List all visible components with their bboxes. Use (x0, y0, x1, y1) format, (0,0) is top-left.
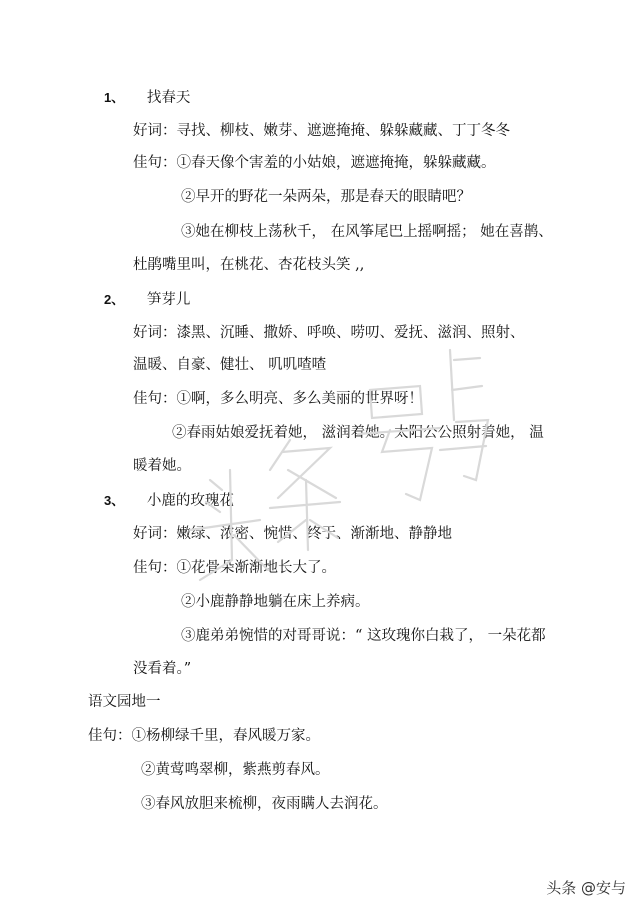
jiaju-text: ①杨柳绿千里，春风暖万家。 (131, 728, 320, 744)
section-1-jiaju-2: ②早开的野花一朵两朵，那是春天的眼睛吧？ (181, 189, 471, 205)
yuwen-jiaju-2: ②黄莺鸣翠柳，紫燕剪春风。 (141, 762, 330, 778)
section-3-number: 3、 (104, 493, 125, 508)
section-3-haoci (133, 524, 452, 544)
jiaju-label: 佳句： (88, 728, 132, 744)
section-3-jiaju-3: ③鹿弟弟惋惜的对哥哥说：“ 这玫瑰你白栽了， 一朵花都 (181, 628, 546, 644)
jiaju-label: 佳句： (133, 155, 177, 171)
haoci-text: 寻找、柳枝、嫩芽、遮遮掩掩、躲躲藏藏、丁丁冬冬 (176, 123, 510, 139)
section-1-number: 1、 (104, 90, 125, 105)
jiaju-label: 佳句： (133, 391, 177, 407)
section-1-jiaju-3-cont: 杜鹃嘴里叫，在桃花、杏花枝头笑 ,, (133, 257, 365, 273)
haoci-label: 好词： (133, 123, 177, 139)
haoci-label: 好词： (133, 325, 177, 341)
haoci-text: 漆黑、沉睡、撒娇、呼唤、唠叨、爱抚、滋润、照射、 (176, 325, 525, 341)
section-1-title: 找春天 (146, 90, 191, 106)
haoci-text: 嫩绿、浓密、惋惜、终于、渐渐地、静静地 (176, 526, 452, 542)
section-2-jiaju-1 (133, 389, 423, 409)
yuwen-title: 语文园地一 (88, 694, 161, 710)
haoci-label: 好词： (133, 526, 177, 542)
footer-attribution: 头条 @安与 (546, 879, 626, 897)
section-3-heading (104, 491, 234, 511)
section-3-jiaju-2: ②小鹿静静地躺在床上养病。 (181, 594, 370, 610)
section-3-title: 小鹿的玫瑰花 (146, 493, 234, 509)
jiaju-text: ①春天像个害羞的小姑娘，遮遮掩掩，躲躲藏藏。 (176, 155, 496, 171)
section-2-jiaju-2: ②春雨姑娘爱抚着她， 滋润着她。太阳公公照射着她， 温 (172, 425, 544, 441)
section-1-jiaju-3: ③她在柳枝上荡秋千， 在风筝尾巴上摇啊摇； 她在喜鹊、 (181, 224, 553, 240)
section-2-title: 笋芽儿 (146, 292, 191, 308)
section-1-haoci (133, 121, 510, 141)
yuwen-jiaju-1 (88, 726, 320, 746)
jiaju-text: ①花骨朵渐渐地长大了。 (176, 560, 336, 576)
section-2-haoci-cont: 温暖、自豪、健壮、 叽叽喳喳 (133, 357, 327, 373)
section-1-jiaju-1 (133, 153, 496, 173)
section-2-number: 2、 (104, 292, 125, 307)
section-3-jiaju-3-cont: 没看着。” (133, 661, 192, 677)
jiaju-label: 佳句： (133, 560, 177, 576)
section-2-haoci (133, 323, 525, 343)
section-2-jiaju-2-cont: 暖着她。 (133, 458, 191, 474)
section-1-heading (104, 88, 190, 108)
section-3-jiaju-1 (133, 558, 336, 578)
yuwen-jiaju-3: ③春风放胆来梳柳，夜雨瞒人去润花。 (141, 796, 388, 812)
jiaju-text: ①啊，多么明亮、多么美丽的世界呀！ (176, 391, 423, 407)
section-2-heading (104, 290, 190, 310)
